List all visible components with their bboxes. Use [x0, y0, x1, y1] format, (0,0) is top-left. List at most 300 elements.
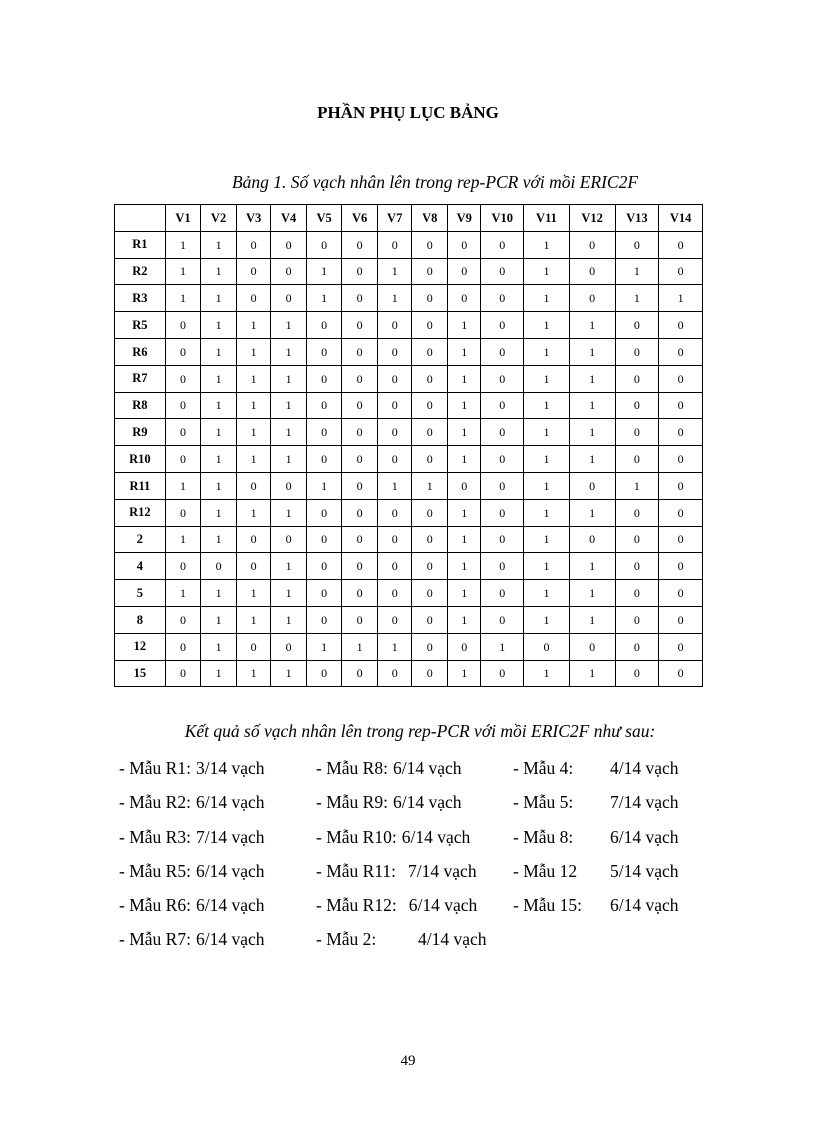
table-cell: 0 [615, 580, 659, 607]
table-cell: 0 [165, 338, 201, 365]
table-cell: 1 [524, 231, 570, 258]
result-item [316, 790, 487, 824]
table-cell: 1 [524, 606, 570, 633]
table-cell: 0 [412, 580, 448, 607]
table-cell: 1 [201, 338, 237, 365]
result-sample-label: - Mẫu R10: [316, 826, 397, 847]
table-cell: 0 [342, 338, 378, 365]
table-cell: 0 [377, 312, 412, 339]
result-sample-label: - Mẫu 15: [513, 895, 583, 916]
result-band-count: 7/14 vạch [610, 792, 679, 813]
table-cell: 0 [412, 526, 448, 553]
table-cell: 1 [236, 392, 271, 419]
table-cell: 0 [377, 365, 412, 392]
table-cell: 0 [306, 338, 342, 365]
table-cell: 0 [481, 472, 524, 499]
table-cell: 0 [306, 392, 342, 419]
table-cell: 0 [615, 633, 659, 660]
table-row [115, 526, 703, 553]
table-cell: 0 [481, 580, 524, 607]
table-cell: 0 [615, 338, 659, 365]
table-cell: 0 [377, 660, 412, 687]
column-header: V11 [524, 205, 570, 232]
result-item [119, 927, 264, 961]
result-sample-label: - Mẫu R3: [119, 826, 191, 847]
table-cell: 1 [447, 526, 481, 553]
table-cell: 1 [524, 526, 570, 553]
corner-cell [115, 205, 166, 232]
table-cell: 0 [481, 338, 524, 365]
result-item [316, 825, 487, 859]
table-cell: 1 [165, 580, 201, 607]
table-cell: 0 [342, 312, 378, 339]
table-cell: 0 [271, 472, 307, 499]
table-cell: 1 [447, 419, 481, 446]
table-cell: 1 [201, 312, 237, 339]
table-cell: 0 [481, 312, 524, 339]
table-cell: 0 [481, 660, 524, 687]
result-sample-label: - Mẫu R1: [119, 758, 191, 778]
table-row [115, 660, 703, 687]
table-cell: 0 [342, 231, 378, 258]
row-label: R8 [115, 392, 166, 419]
table-cell: 0 [569, 231, 615, 258]
table-cell: 0 [659, 231, 703, 258]
table-cell: 1 [524, 499, 570, 526]
row-label: R9 [115, 419, 166, 446]
table-cell: 0 [412, 606, 448, 633]
result-item [316, 893, 487, 927]
table-cell: 1 [165, 472, 201, 499]
table-row [115, 553, 703, 580]
table-cell: 0 [412, 312, 448, 339]
table-cell: 0 [342, 285, 378, 312]
table-cell: 0 [412, 258, 448, 285]
table-cell: 1 [201, 419, 237, 446]
table-cell: 1 [524, 365, 570, 392]
table-cell: 0 [524, 633, 570, 660]
result-band-count: 6/14 vạch [195, 860, 265, 881]
table-cell: 1 [201, 526, 237, 553]
table-cell: 0 [377, 231, 412, 258]
table-cell: 1 [271, 338, 307, 365]
table-cell: 1 [447, 312, 481, 339]
result-band-count: 4/14 vạch [418, 929, 487, 950]
table-cell: 1 [306, 633, 342, 660]
table-row [115, 499, 703, 526]
table-cell: 0 [165, 365, 201, 392]
table-cell: 0 [481, 553, 524, 580]
table-cell: 1 [201, 472, 237, 499]
row-label: 12 [115, 633, 166, 660]
table-cell: 1 [201, 446, 237, 473]
table-cell: 0 [615, 660, 659, 687]
table-cell: 0 [659, 392, 703, 419]
table-cell: 1 [481, 633, 524, 660]
table-cell: 0 [659, 499, 703, 526]
table-cell: 0 [342, 472, 378, 499]
table-cell: 0 [377, 392, 412, 419]
table-cell: 0 [306, 526, 342, 553]
table-row [115, 419, 703, 446]
table-cell: 1 [271, 419, 307, 446]
table-cell: 0 [659, 365, 703, 392]
row-label: R12 [115, 499, 166, 526]
table-cell: 0 [377, 553, 412, 580]
table-cell: 0 [412, 285, 448, 312]
result-band-count: 6/14 vạch [610, 895, 679, 916]
result-sample-label: - Mẫu R5: [119, 860, 191, 881]
table-cell: 1 [201, 258, 237, 285]
table-cell: 0 [412, 365, 448, 392]
result-band-count: 6/14 vạch [392, 758, 462, 778]
table-cell: 0 [659, 606, 703, 633]
table-cell: 1 [201, 392, 237, 419]
row-label: R5 [115, 312, 166, 339]
table-cell: 0 [236, 472, 271, 499]
table-cell: 1 [524, 472, 570, 499]
row-label: R6 [115, 338, 166, 365]
table-cell: 1 [447, 606, 481, 633]
table-cell: 1 [201, 285, 237, 312]
table-cell: 1 [271, 580, 307, 607]
table-cell: 0 [447, 633, 481, 660]
table-cell: 0 [271, 633, 307, 660]
table-cell: 0 [377, 606, 412, 633]
table-cell: 1 [201, 365, 237, 392]
table-cell: 0 [377, 338, 412, 365]
table-cell: 1 [412, 472, 448, 499]
table-cell: 0 [236, 553, 271, 580]
table-cell: 1 [165, 258, 201, 285]
table-cell: 1 [524, 312, 570, 339]
table-cell: 1 [524, 258, 570, 285]
table-cell: 0 [447, 285, 481, 312]
table-row [115, 580, 703, 607]
table-cell: 1 [377, 633, 412, 660]
table-cell: 1 [165, 231, 201, 258]
result-sample-label: - Mẫu 12 [513, 860, 578, 881]
result-sample-label: - Mẫu R11: [316, 860, 397, 881]
table-cell: 0 [236, 285, 271, 312]
table-row [115, 446, 703, 473]
table-cell: 0 [271, 231, 307, 258]
table-cell: 0 [659, 633, 703, 660]
table-cell: 1 [447, 446, 481, 473]
table-cell: 0 [377, 419, 412, 446]
result-item [513, 859, 679, 893]
table-cell: 0 [165, 633, 201, 660]
table-cell: 1 [271, 312, 307, 339]
table-cell: 0 [615, 606, 659, 633]
table-cell: 0 [659, 660, 703, 687]
table-cell: 1 [447, 338, 481, 365]
table-cell: 0 [659, 258, 703, 285]
result-item [513, 790, 679, 824]
table-cell: 0 [481, 606, 524, 633]
row-label: R3 [115, 285, 166, 312]
table-cell: 0 [342, 606, 378, 633]
table-cell: 1 [569, 312, 615, 339]
table-cell: 0 [236, 258, 271, 285]
table-cell: 0 [481, 285, 524, 312]
result-band-count: 6/14 vạch [408, 895, 478, 916]
table-cell: 0 [412, 446, 448, 473]
table-cell: 0 [306, 419, 342, 446]
table-cell: 0 [342, 446, 378, 473]
table-cell: 0 [306, 446, 342, 473]
table-cell: 0 [342, 419, 378, 446]
page-title: PHẦN PHỤ LỤC BẢNG [317, 103, 499, 122]
result-sample-label: - Mẫu R9: [316, 792, 388, 813]
table-cell: 1 [447, 580, 481, 607]
table-row [115, 258, 703, 285]
table-cell: 1 [569, 606, 615, 633]
table-cell: 0 [481, 258, 524, 285]
table-cell: 1 [201, 499, 237, 526]
result-sample-label: - Mẫu R12: [316, 895, 397, 916]
result-sample-label: - Mẫu 4: [513, 758, 574, 778]
table-cell: 0 [447, 258, 481, 285]
column-header: V5 [306, 205, 342, 232]
table-cell: 0 [412, 338, 448, 365]
results-column-1 [119, 756, 264, 962]
table-cell: 0 [412, 499, 448, 526]
result-item [119, 756, 264, 790]
result-band-count: 4/14 vạch [610, 758, 679, 778]
result-item [513, 825, 679, 859]
table-cell: 0 [659, 526, 703, 553]
column-header: V6 [342, 205, 378, 232]
table-cell: 1 [165, 285, 201, 312]
table-cell: 0 [165, 419, 201, 446]
table-cell: 1 [615, 285, 659, 312]
table-cell: 1 [447, 553, 481, 580]
row-label: R2 [115, 258, 166, 285]
table-cell: 0 [569, 472, 615, 499]
table-cell: 0 [447, 472, 481, 499]
column-header: V12 [569, 205, 615, 232]
table-cell: 0 [236, 231, 271, 258]
result-item [513, 756, 679, 790]
table-cell: 0 [481, 419, 524, 446]
table-cell: 1 [306, 258, 342, 285]
table-cell: 0 [306, 606, 342, 633]
table-cell: 0 [481, 365, 524, 392]
table-cell: 1 [201, 660, 237, 687]
row-label: R7 [115, 365, 166, 392]
column-header: V9 [447, 205, 481, 232]
result-band-count: 3/14 vạch [195, 758, 265, 778]
table-cell: 1 [569, 392, 615, 419]
table-cell: 0 [306, 553, 342, 580]
table-cell: 1 [615, 472, 659, 499]
table-cell: 1 [271, 446, 307, 473]
result-item [316, 927, 487, 961]
column-header: V1 [165, 205, 201, 232]
table-cell: 0 [306, 365, 342, 392]
table-cell: 0 [659, 446, 703, 473]
table-cell: 1 [524, 338, 570, 365]
table-caption: Bảng 1. Số vạch nhân lên trong rep-PCR với mồi ERIC2F [231, 172, 639, 192]
table-cell: 1 [569, 338, 615, 365]
table-cell: 1 [236, 312, 271, 339]
table-cell: 0 [659, 580, 703, 607]
table-cell: 0 [481, 499, 524, 526]
table-cell: 1 [271, 606, 307, 633]
table-cell: 0 [412, 633, 448, 660]
table-cell: 0 [615, 419, 659, 446]
result-sample-label: - Mẫu 5: [513, 792, 574, 813]
column-header: V4 [271, 205, 307, 232]
table-cell: 0 [342, 258, 378, 285]
table-cell: 0 [615, 392, 659, 419]
result-band-count: 6/14 vạch [401, 826, 471, 847]
table-cell: 0 [481, 392, 524, 419]
result-sample-label: - Mẫu R7: [119, 929, 191, 950]
table-cell: 1 [524, 446, 570, 473]
table-cell: 1 [569, 365, 615, 392]
result-item [513, 893, 679, 927]
result-sample-label: - Mẫu R2: [119, 792, 191, 813]
table-cell: 0 [412, 419, 448, 446]
table-cell: 0 [569, 526, 615, 553]
table-cell: 0 [306, 231, 342, 258]
results-caption: Kết quả số vạch nhân lên trong rep-PCR với mồi ERIC2F như sau: [184, 721, 656, 741]
table-cell: 0 [659, 338, 703, 365]
table-cell: 0 [201, 553, 237, 580]
table-cell: 1 [236, 365, 271, 392]
result-item [119, 859, 264, 893]
table-cell: 1 [306, 472, 342, 499]
table-cell: 1 [236, 660, 271, 687]
column-header: V14 [659, 205, 703, 232]
result-band-count: 6/14 vạch [610, 826, 679, 847]
table-cell: 1 [524, 392, 570, 419]
result-band-count: 6/14 vạch [392, 792, 462, 813]
table-cell: 1 [271, 499, 307, 526]
row-label: R10 [115, 446, 166, 473]
column-header: V7 [377, 205, 412, 232]
table-row [115, 312, 703, 339]
table-cell: 0 [412, 553, 448, 580]
table-row [115, 472, 703, 499]
row-label: 2 [115, 526, 166, 553]
table-cell: 0 [569, 633, 615, 660]
table-cell: 1 [524, 660, 570, 687]
results-column-2 [316, 756, 487, 962]
table-cell: 1 [569, 580, 615, 607]
table-row [115, 392, 703, 419]
table-cell: 1 [447, 365, 481, 392]
table-cell: 0 [569, 258, 615, 285]
table-cell: 1 [569, 499, 615, 526]
table-cell: 1 [377, 285, 412, 312]
table-cell: 0 [615, 499, 659, 526]
table-cell: 0 [615, 526, 659, 553]
result-sample-label: - Mẫu 2: [316, 929, 377, 950]
table-row [115, 338, 703, 365]
row-label: 5 [115, 580, 166, 607]
table-cell: 0 [412, 231, 448, 258]
column-header: V3 [236, 205, 271, 232]
result-band-count: 6/14 vạch [195, 792, 265, 813]
table-cell: 1 [165, 526, 201, 553]
result-band-count: 7/14 vạch [195, 826, 265, 847]
table-cell: 0 [481, 526, 524, 553]
table-cell: 1 [615, 258, 659, 285]
table-cell: 0 [165, 499, 201, 526]
table-cell: 0 [377, 526, 412, 553]
table-cell: 1 [236, 606, 271, 633]
table-cell: 0 [271, 526, 307, 553]
table-cell: 1 [569, 446, 615, 473]
table-cell: 1 [236, 580, 271, 607]
row-label: 4 [115, 553, 166, 580]
result-item [119, 825, 264, 859]
table-cell: 0 [342, 553, 378, 580]
table-cell: 0 [271, 285, 307, 312]
table-cell: 0 [377, 499, 412, 526]
table-cell: 1 [447, 660, 481, 687]
result-band-count: 7/14 vạch [408, 860, 477, 881]
table-cell: 0 [481, 446, 524, 473]
table-cell: 0 [342, 392, 378, 419]
table-cell: 1 [236, 446, 271, 473]
page-number: 49 [400, 1053, 416, 1069]
table-cell: 0 [165, 312, 201, 339]
table-cell: 1 [271, 365, 307, 392]
column-header: V13 [615, 205, 659, 232]
table-cell: 0 [447, 231, 481, 258]
table-cell: 0 [615, 446, 659, 473]
result-item [316, 859, 487, 893]
table-row [115, 365, 703, 392]
table-cell: 0 [342, 660, 378, 687]
table-header-row [115, 205, 703, 232]
table-cell: 1 [201, 606, 237, 633]
result-item [119, 893, 264, 927]
table-cell: 0 [615, 231, 659, 258]
table-cell: 1 [447, 499, 481, 526]
table-cell: 0 [165, 392, 201, 419]
table-cell: 1 [569, 553, 615, 580]
table-cell: 1 [306, 285, 342, 312]
table-cell: 1 [447, 392, 481, 419]
table-row [115, 285, 703, 312]
table-cell: 0 [342, 499, 378, 526]
table-cell: 0 [615, 553, 659, 580]
table-cell: 0 [306, 499, 342, 526]
table-cell: 1 [271, 392, 307, 419]
table-cell: 1 [201, 633, 237, 660]
table-cell: 0 [377, 580, 412, 607]
table-cell: 1 [377, 258, 412, 285]
table-cell: 1 [659, 285, 703, 312]
row-label: 8 [115, 606, 166, 633]
data-table [114, 204, 703, 687]
table-cell: 1 [524, 580, 570, 607]
table-cell: 0 [306, 660, 342, 687]
result-sample-label: - Mẫu R6: [119, 895, 191, 916]
column-header: V10 [481, 205, 524, 232]
table-cell: 1 [201, 231, 237, 258]
table-cell: 1 [236, 338, 271, 365]
table-cell: 0 [412, 660, 448, 687]
row-label: R11 [115, 472, 166, 499]
row-label: 15 [115, 660, 166, 687]
table-cell: 0 [659, 553, 703, 580]
